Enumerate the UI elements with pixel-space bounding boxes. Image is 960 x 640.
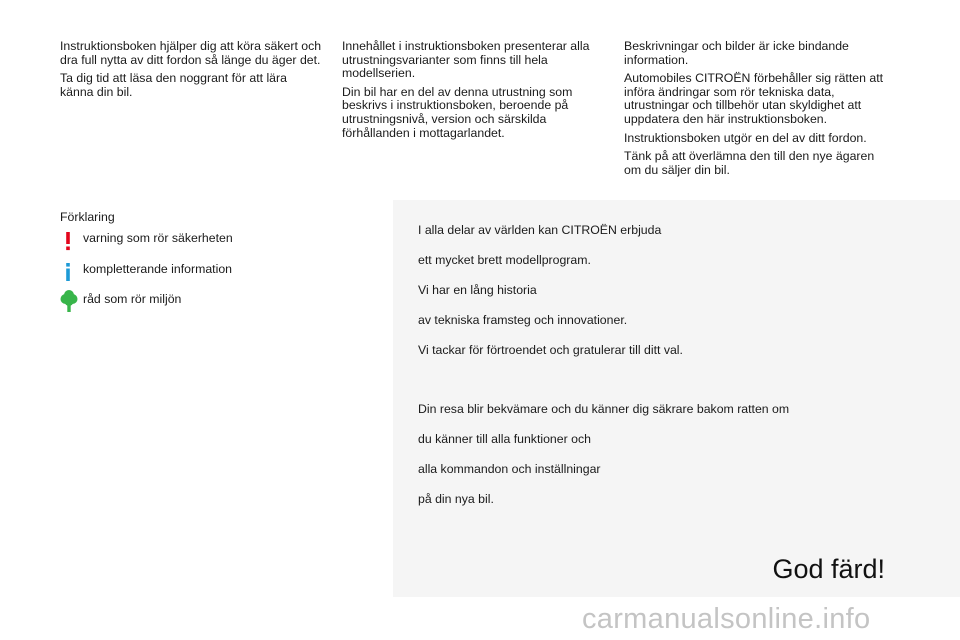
legend-item-label: råd som rör miljön <box>83 292 182 306</box>
paragraph: Tänk på att överlämna den till den nye ägaren om du säljer din bil. <box>624 149 875 177</box>
intro-column-2 <box>342 40 594 145</box>
paragraph: Instruktionsboken hjälper dig att köra säkert och dra full nytta av ditt fordon så länge du äger det. <box>60 39 322 67</box>
greeting-line: av tekniska framsteg och innovationer. <box>418 313 628 327</box>
legend-title: Förklaring <box>60 210 115 224</box>
greeting-panel <box>393 200 960 597</box>
greeting-line: ett mycket brett modellprogram. <box>418 253 591 267</box>
intro-column-3 <box>624 40 894 182</box>
greeting-line: I alla delar av världen kan CITROËN erbjuda <box>418 223 662 237</box>
greeting-line: på din nya bil. <box>418 492 494 506</box>
legend-item-environment <box>60 290 360 316</box>
watermark: carmanualsonline.info <box>582 603 871 635</box>
paragraph: Automobiles CITROËN förbehåller sig rätten att införa ändringar som rör tekniska data, utrustningar och tillbehör utan skyldighet att uppdatera den här instruktionsboken. <box>624 71 884 126</box>
paragraph: Innehållet i instruktionsboken presenterar alla utrustningsvarianter som finns till hela modellserien. <box>342 39 590 81</box>
paragraph: Instruktionsboken utgör en del av ditt fordon. <box>624 130 867 145</box>
legend-item-label: kompletterande information <box>83 262 233 276</box>
greeting-line: alla kommandon och inställningar <box>418 462 601 476</box>
legend-item-info <box>60 260 360 286</box>
paragraph: Ta dig tid att läsa den noggrant för att lära känna din bil. <box>60 71 287 99</box>
paragraph: Beskrivningar och bilder är icke bindande information. <box>624 39 849 67</box>
farewell-heading: God färd! <box>772 554 885 584</box>
warning-icon <box>60 229 76 253</box>
greeting-line: Vi tackar för förtroendet och gratulerar till ditt val. <box>418 343 683 357</box>
info-icon <box>60 260 76 284</box>
legend-item-label: varning som rör säkerheten <box>83 231 233 245</box>
intro-column-1 <box>60 40 322 104</box>
greeting-line: du känner till alla funktioner och <box>418 432 591 446</box>
legend-item-warning <box>60 229 360 255</box>
greeting-line: Vi har en lång historia <box>418 283 537 297</box>
paragraph: Din bil har en del av denna utrustning som beskrivs i instruktionsboken, beroende på utrustningsnivå, version och särskilda förhållanden i mottagarlandet. <box>342 84 573 140</box>
greeting-line: Din resa blir bekvämare och du känner dig säkrare bakom ratten om <box>418 402 790 416</box>
environment-icon <box>60 290 76 314</box>
